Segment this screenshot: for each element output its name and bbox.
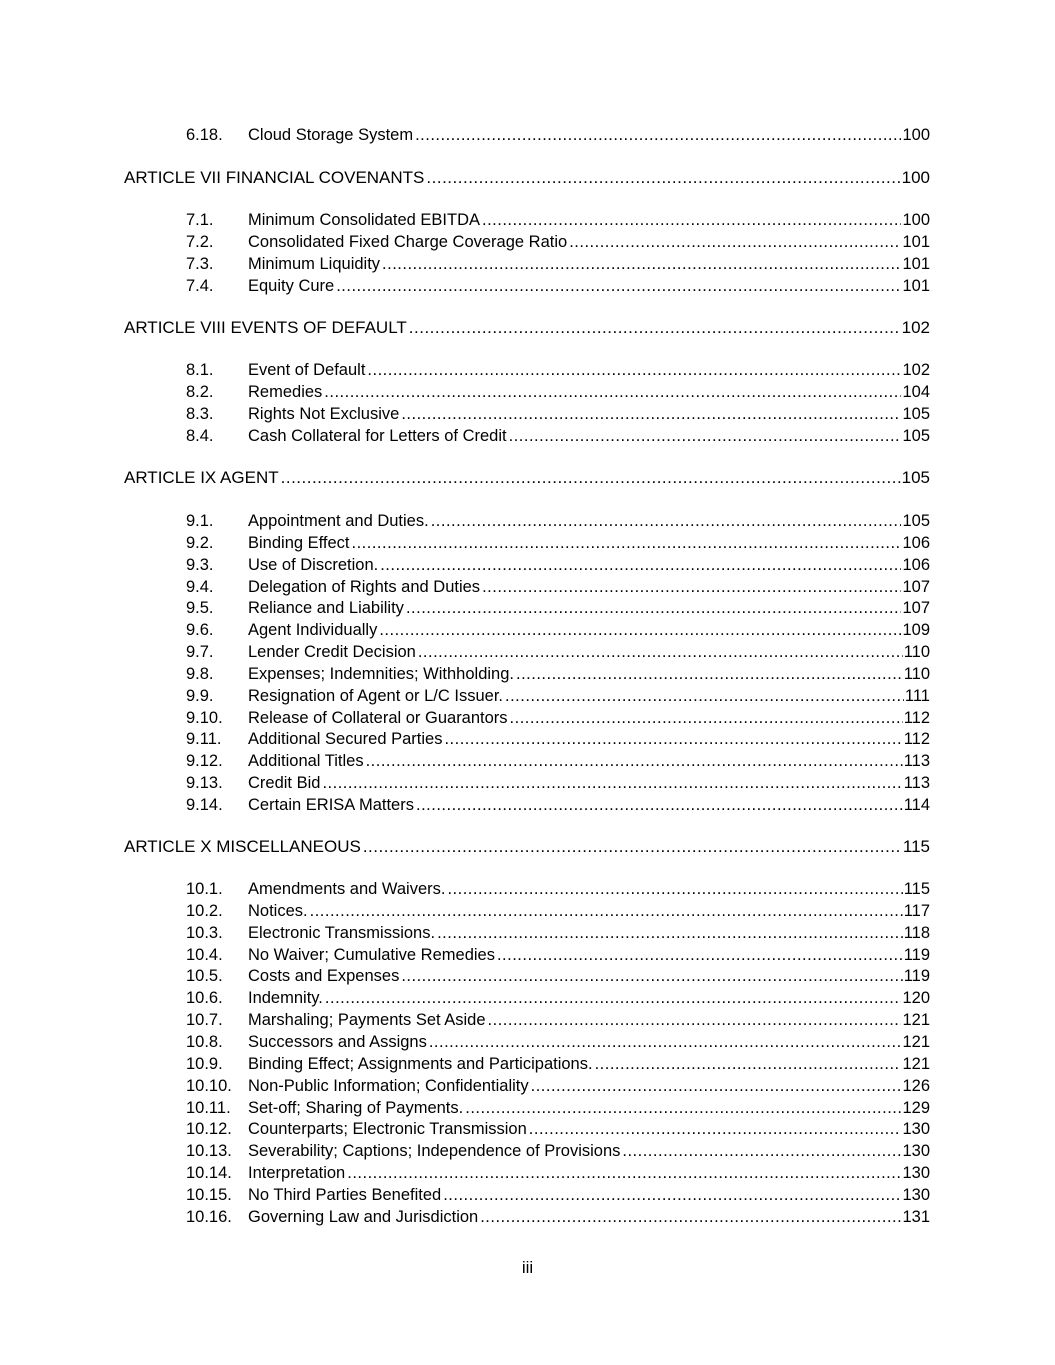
section-title: Equity Cure — [248, 277, 335, 295]
dot-leader — [324, 381, 901, 403]
dot-leader — [429, 1031, 902, 1053]
toc-section-entry — [186, 922, 930, 944]
dot-leader — [416, 794, 903, 816]
page-reference: 102 — [901, 318, 930, 337]
page-reference: 111 — [904, 687, 930, 705]
section-title: Additional Titles — [248, 752, 364, 770]
page-reference: 100 — [902, 211, 930, 229]
section-title: Electronic Transmissions. — [248, 924, 436, 942]
dot-leader — [366, 750, 903, 772]
page-reference: 121 — [902, 1033, 930, 1051]
dot-leader — [380, 554, 901, 576]
toc-section-entry — [186, 750, 930, 772]
dot-leader — [426, 167, 900, 189]
toc-section-entry — [186, 1118, 930, 1140]
section-title: Use of Discretion. — [248, 556, 379, 574]
toc-section-entry — [186, 772, 930, 794]
toc-section-entry — [186, 510, 930, 532]
page-reference: 114 — [903, 796, 930, 814]
page-reference: 105 — [901, 468, 930, 487]
section-number: 10.15. — [186, 1186, 232, 1204]
page-reference: 101 — [902, 277, 930, 295]
toc-section-entry — [186, 1206, 930, 1228]
toc-section-entry — [186, 124, 930, 146]
page-reference: 112 — [903, 709, 930, 727]
toc-section-entry — [186, 1053, 930, 1075]
toc-section-entry — [186, 728, 930, 750]
toc-section-entry — [186, 425, 930, 447]
section-title: Rights Not Exclusive — [248, 405, 400, 423]
page-reference: 121 — [902, 1055, 930, 1073]
page-reference: 100 — [901, 168, 930, 187]
toc-article-entry — [124, 167, 930, 189]
section-number: 9.11. — [186, 730, 222, 748]
toc-section-entry — [186, 900, 930, 922]
section-number: 9.1. — [186, 512, 214, 530]
article-title: ARTICLE VII FINANCIAL COVENANTS — [124, 168, 425, 187]
dot-leader — [569, 231, 901, 253]
toc-section-entry — [186, 403, 930, 425]
toc-section-entry — [186, 576, 930, 598]
dot-leader — [595, 1053, 902, 1075]
section-number: 10.1. — [186, 880, 223, 898]
section-number: 10.7. — [186, 1011, 223, 1029]
page-reference: 107 — [902, 599, 930, 617]
section-title: Cash Collateral for Letters of Credit — [248, 427, 507, 445]
page-reference: 107 — [902, 578, 930, 596]
section-number: 8.4. — [186, 427, 214, 445]
toc-section-entry — [186, 1184, 930, 1206]
toc-section-entry — [186, 532, 930, 554]
dot-leader — [482, 576, 901, 598]
toc-section-entry — [186, 794, 930, 816]
section-number: 9.12. — [186, 752, 223, 770]
section-title: Governing Law and Jurisdiction — [248, 1208, 479, 1226]
toc-section-entry — [186, 663, 930, 685]
dot-leader — [401, 965, 902, 987]
page-reference: 105 — [902, 427, 930, 445]
page-reference: 106 — [902, 556, 930, 574]
section-number: 10.8. — [186, 1033, 223, 1051]
toc-article-entry — [124, 317, 930, 339]
section-number: 10.12. — [186, 1120, 232, 1138]
dot-leader — [415, 124, 901, 146]
dot-leader — [505, 685, 904, 707]
page-reference: 131 — [902, 1208, 930, 1226]
dot-leader — [322, 772, 902, 794]
toc-section-entry — [186, 1009, 930, 1031]
section-number: 8.3. — [186, 405, 214, 423]
section-number: 10.14. — [186, 1164, 232, 1182]
article-title: ARTICLE IX AGENT — [124, 468, 279, 487]
section-title: Notices. — [248, 902, 308, 920]
section-title: Event of Default — [248, 361, 366, 379]
page-reference: 105 — [902, 512, 930, 530]
section-number: 8.1. — [186, 361, 214, 379]
section-number: 10.2. — [186, 902, 223, 920]
section-number: 9.7. — [186, 643, 214, 661]
section-title: Agent Individually — [248, 621, 378, 639]
section-title: Delegation of Rights and Duties — [248, 578, 481, 596]
section-number: 9.2. — [186, 534, 214, 552]
page-reference: 130 — [902, 1164, 930, 1182]
dot-leader — [418, 641, 903, 663]
section-number: 9.4. — [186, 578, 214, 596]
section-number: 10.3. — [186, 924, 223, 942]
dot-leader — [622, 1140, 901, 1162]
section-title: Minimum Consolidated EBITDA — [248, 211, 480, 229]
section-title: Non-Public Information; Confidentiality — [248, 1077, 529, 1095]
page-reference: 118 — [903, 924, 930, 942]
dot-leader — [310, 900, 903, 922]
toc-section-entry — [186, 1140, 930, 1162]
section-number: 10.6. — [186, 989, 223, 1007]
section-title: Resignation of Agent or L/C Issuer. — [248, 687, 503, 705]
section-number: 10.13. — [186, 1142, 232, 1160]
toc-section-entry — [186, 597, 930, 619]
page-reference: 130 — [902, 1142, 930, 1160]
section-title: Costs and Expenses — [248, 967, 400, 985]
section-title: Lender Credit Decision — [248, 643, 416, 661]
page-reference: 102 — [902, 361, 930, 379]
dot-leader — [437, 922, 903, 944]
toc-section-entry — [186, 1075, 930, 1097]
toc-section-entry — [186, 554, 930, 576]
page-reference: 120 — [902, 989, 930, 1007]
section-title: Set-off; Sharing of Payments. — [248, 1099, 464, 1117]
section-title: Cloud Storage System — [248, 126, 414, 144]
page-reference: 105 — [902, 405, 930, 423]
section-title: Binding Effect; Assignments and Participations. — [248, 1055, 593, 1073]
toc-section-entry — [186, 944, 930, 966]
dot-leader — [509, 425, 902, 447]
dot-leader — [480, 1206, 901, 1228]
section-title: Severability; Captions; Independence of Provisions — [248, 1142, 621, 1160]
section-title: Counterparts; Electronic Transmission — [248, 1120, 527, 1138]
page-reference: 115 — [903, 880, 930, 898]
dot-leader — [401, 403, 901, 425]
section-number: 9.10. — [186, 709, 223, 727]
section-title: Remedies — [248, 383, 323, 401]
toc-section-entry — [186, 619, 930, 641]
page-reference: 113 — [903, 774, 930, 792]
toc-section-entry — [186, 965, 930, 987]
page-reference: 130 — [902, 1120, 930, 1138]
dot-leader — [352, 532, 902, 554]
dot-leader — [443, 1184, 901, 1206]
section-number: 9.6. — [186, 621, 214, 639]
dot-leader — [529, 1118, 902, 1140]
dot-leader — [444, 728, 902, 750]
section-title: Marshaling; Payments Set Aside — [248, 1011, 486, 1029]
section-title: Release of Collateral or Guarantors — [248, 709, 508, 727]
dot-leader — [367, 359, 901, 381]
page-reference: 113 — [903, 752, 930, 770]
toc-section-entry — [186, 359, 930, 381]
section-number: 7.3. — [186, 255, 214, 273]
page-reference: 112 — [903, 730, 930, 748]
page-reference: 110 — [903, 643, 930, 661]
page-reference: 115 — [902, 837, 930, 856]
dot-leader — [465, 1097, 901, 1119]
section-title: Certain ERISA Matters — [248, 796, 414, 814]
dot-leader — [447, 878, 902, 900]
toc-section-entry — [186, 1162, 930, 1184]
page-reference: 104 — [902, 383, 930, 401]
section-title: No Third Parties Benefited — [248, 1186, 442, 1204]
page-reference: 109 — [902, 621, 930, 639]
dot-leader — [336, 275, 901, 297]
page-reference: 126 — [902, 1077, 930, 1095]
section-title: Minimum Liquidity — [248, 255, 381, 273]
page-reference: 130 — [902, 1186, 930, 1204]
page-reference: 119 — [903, 967, 930, 985]
dot-leader — [363, 836, 902, 858]
page-number: iii — [521, 1258, 534, 1277]
section-title: Additional Secured Parties — [248, 730, 443, 748]
section-title: No Waiver; Cumulative Remedies — [248, 946, 495, 964]
dot-leader — [406, 597, 902, 619]
section-number: 10.16. — [186, 1208, 232, 1226]
section-number: 10.9. — [186, 1055, 223, 1073]
section-number: 10.4. — [186, 946, 223, 964]
section-title: Indemnity. — [248, 989, 323, 1007]
section-number: 7.2. — [186, 233, 214, 251]
section-title: Consolidated Fixed Charge Coverage Ratio — [248, 233, 568, 251]
section-number: 9.8. — [186, 665, 214, 683]
dot-leader — [382, 253, 901, 275]
section-title: Amendments and Waivers. — [248, 880, 446, 898]
page-reference: 101 — [902, 233, 930, 251]
section-number: 8.2. — [186, 383, 214, 401]
section-number: 9.14. — [186, 796, 223, 814]
dot-leader — [510, 707, 903, 729]
dot-leader — [482, 209, 901, 231]
toc-section-entry — [186, 209, 930, 231]
section-title: Credit Bid — [248, 774, 321, 792]
section-title: Reliance and Liability — [248, 599, 404, 617]
dot-leader — [531, 1075, 902, 1097]
toc-section-entry — [186, 231, 930, 253]
page-reference: 101 — [902, 255, 930, 273]
section-title: Successors and Assigns — [248, 1033, 427, 1051]
section-number: 9.5. — [186, 599, 214, 617]
section-number: 10.10. — [186, 1077, 232, 1095]
toc-article-entry — [124, 836, 930, 858]
dot-leader — [488, 1009, 902, 1031]
section-number: 10.5. — [186, 967, 223, 985]
dot-leader — [379, 619, 901, 641]
page-reference: 100 — [902, 126, 930, 144]
dot-leader — [497, 944, 903, 966]
section-number: 9.3. — [186, 556, 214, 574]
page-reference: 106 — [902, 534, 930, 552]
dot-leader — [325, 987, 902, 1009]
toc-section-entry — [186, 707, 930, 729]
dot-leader — [347, 1162, 901, 1184]
section-number: 9.9. — [186, 687, 214, 705]
page-reference: 110 — [903, 665, 930, 683]
section-title: Binding Effect — [248, 534, 350, 552]
section-number: 7.1. — [186, 211, 214, 229]
toc-section-entry — [186, 641, 930, 663]
toc-section-entry — [186, 381, 930, 403]
toc-section-entry — [186, 253, 930, 275]
section-title: Appointment and Duties. — [248, 512, 429, 530]
article-title: ARTICLE X MISCELLANEOUS — [124, 837, 361, 856]
section-number: 7.4. — [186, 277, 214, 295]
dot-leader — [516, 663, 903, 685]
page-reference: 129 — [902, 1099, 930, 1117]
toc-article-entry — [124, 467, 930, 489]
dot-leader — [281, 467, 901, 489]
section-number: 10.11. — [186, 1099, 231, 1117]
toc-section-entry — [186, 1031, 930, 1053]
section-title: Expenses; Indemnities; Withholding. — [248, 665, 514, 683]
dot-leader — [431, 510, 902, 532]
toc-section-entry — [186, 685, 930, 707]
dot-leader — [409, 317, 901, 339]
toc-section-entry — [186, 275, 930, 297]
page-reference: 121 — [902, 1011, 930, 1029]
toc-section-entry — [186, 987, 930, 1009]
toc-section-entry — [186, 1097, 930, 1119]
page-reference: 119 — [903, 946, 930, 964]
section-title: Interpretation — [248, 1164, 346, 1182]
page-reference: 117 — [903, 902, 930, 920]
section-number: 9.13. — [186, 774, 223, 792]
article-title: ARTICLE VIII EVENTS OF DEFAULT — [124, 318, 407, 337]
toc-section-entry — [186, 878, 930, 900]
section-number: 6.18. — [186, 126, 223, 144]
